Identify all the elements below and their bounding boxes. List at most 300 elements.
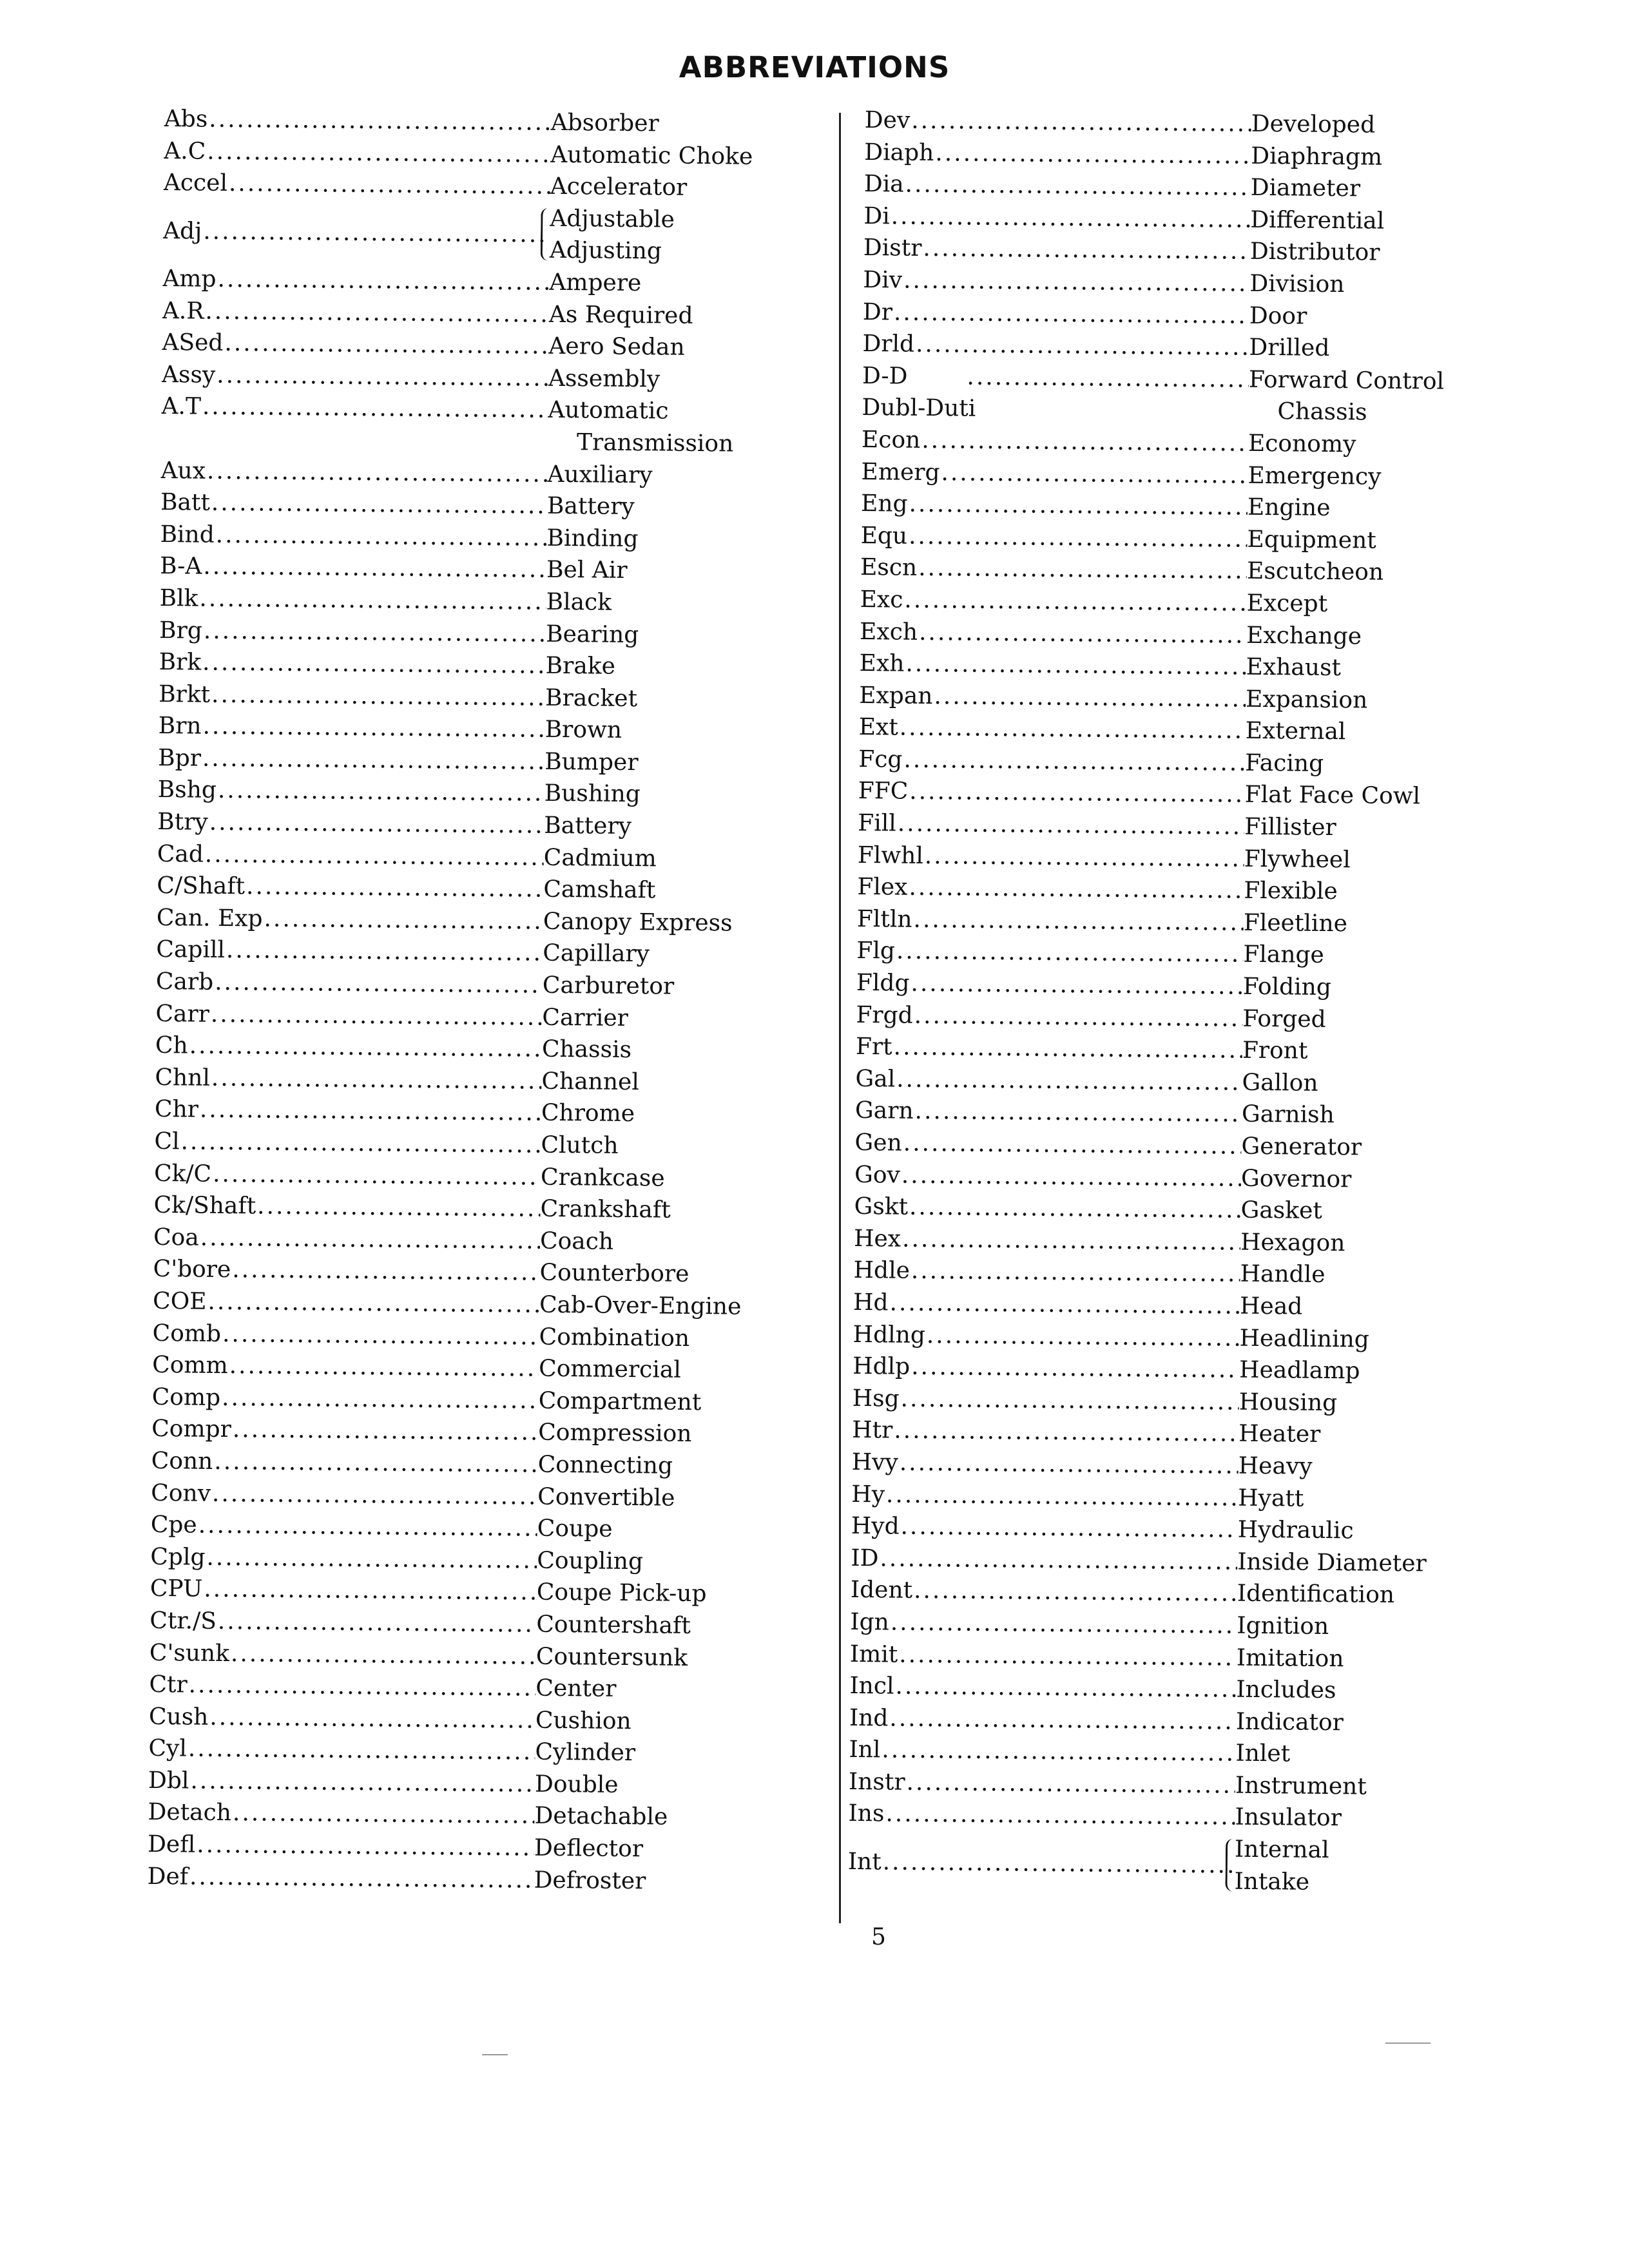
meaning-line: Automatic [548, 397, 669, 425]
abbreviation-text: Hd [853, 1289, 889, 1316]
abbreviation-meaning [1239, 1322, 1497, 1356]
abbreviation-text: Coa [153, 1224, 199, 1251]
abbreviation-term [150, 1541, 537, 1577]
dot-leader [222, 1382, 539, 1417]
abbreviation-meaning [1249, 268, 1507, 302]
dot-leader [911, 1255, 1240, 1290]
abbreviation-text: Emerg [861, 458, 940, 486]
abbreviation-text: Fltln [856, 905, 912, 933]
dot-leader [190, 1765, 535, 1800]
abbreviation-term [860, 615, 1246, 651]
dot-leader [909, 1191, 1241, 1227]
meaning-line: Capillary [543, 940, 650, 968]
abbreviation-term [849, 1766, 1235, 1802]
abbreviation-text: Brn [158, 713, 202, 740]
meaning-line: Emergency [1248, 462, 1382, 490]
abbreviation-term [158, 710, 545, 745]
abbreviation-term [860, 584, 1246, 619]
meaning-line: Bushing [544, 780, 641, 808]
abbreviation-text: Hy [851, 1481, 885, 1508]
abbreviation-meaning [546, 618, 804, 652]
abbreviation-text: Instr [848, 1768, 905, 1796]
abbreviation-term [155, 998, 542, 1033]
abbreviation-meaning [550, 139, 808, 173]
dot-leader [914, 999, 1242, 1034]
dot-leader [891, 1606, 1237, 1642]
abbreviation-meaning [1245, 747, 1503, 782]
meaning-line: Equipment [1247, 526, 1376, 554]
dot-leader [203, 215, 550, 251]
meaning-line: Brake [545, 652, 616, 680]
abbreviation-meaning [1240, 1195, 1498, 1229]
abbreviation-meaning [542, 1001, 800, 1035]
dot-leader [893, 1032, 1242, 1067]
abbreviation-term [160, 550, 546, 586]
abbreviation-meaning [1244, 779, 1502, 813]
abbreviation-meaning [1242, 1035, 1500, 1069]
meaning-line: Cylinder [535, 1738, 636, 1767]
meaning-line: Differential [1250, 206, 1385, 235]
abbreviation-text: Dia [863, 171, 904, 198]
abbreviation-term [161, 390, 548, 426]
abbreviation-meaning [534, 1832, 792, 1867]
abbreviation-term [157, 806, 544, 841]
abbreviation-meaning [1247, 523, 1505, 557]
abbreviation-text: Hdlng [853, 1321, 926, 1349]
meaning-line: Insulator [1235, 1804, 1342, 1832]
meaning-line: Countershaft [536, 1611, 691, 1639]
meaning-line: Developed [1251, 110, 1376, 139]
dot-leader [909, 776, 1245, 811]
dot-leader [921, 425, 1248, 459]
abbreviation-entry [147, 1861, 791, 1899]
abbreviation-meaning [536, 1640, 794, 1675]
dot-leader [202, 391, 548, 427]
dot-leader [896, 1063, 1242, 1099]
meaning-line: Engine [1247, 494, 1331, 522]
meaning-line: Coach [539, 1227, 614, 1255]
abbreviation-text: Diaph [864, 139, 934, 166]
abbreviation-term [863, 296, 1249, 332]
abbreviation-meaning [547, 458, 805, 492]
dot-leader [209, 807, 545, 842]
dot-leader [204, 615, 546, 650]
abbreviation-term [157, 870, 543, 905]
abbreviation-meaning [539, 1257, 797, 1291]
abbreviation-meaning [544, 778, 802, 812]
abbreviation-term [862, 424, 1248, 459]
meaning-line: Generator [1241, 1133, 1362, 1161]
meaning-line: Expansion [1245, 686, 1368, 714]
abbreviation-text: Conn [151, 1447, 213, 1475]
abbreviation-meaning [537, 1513, 795, 1547]
meaning-line: Instrument [1235, 1772, 1367, 1800]
meaning-line: Division [1249, 270, 1345, 298]
meaning-line: Binding [546, 524, 639, 552]
abbreviation-meaning [543, 874, 801, 908]
abbreviation-term [849, 1670, 1236, 1706]
abbreviation-meaning [1238, 1514, 1496, 1548]
abbreviation-meaning [1235, 1770, 1493, 1804]
dot-leader [899, 1639, 1237, 1674]
abbreviation-term [859, 648, 1246, 683]
abbreviation-meaning [550, 107, 808, 141]
dot-leader [217, 264, 549, 299]
abbreviation-meaning [544, 810, 802, 844]
dot-leader [233, 1798, 535, 1832]
abbreviation-text: Imit [849, 1640, 898, 1668]
abbreviation-text: Flex [857, 874, 908, 901]
abbreviation-term [148, 1765, 535, 1800]
abbreviation-text: Ind [849, 1704, 889, 1732]
abbreviation-meaning [548, 394, 806, 461]
dot-leader [882, 1735, 1236, 1770]
abbreviation-meaning [545, 682, 803, 716]
abbreviation-term [861, 488, 1248, 523]
meaning-line: Identification [1237, 1580, 1395, 1609]
abbreviation-text: Hvy [851, 1448, 899, 1476]
abbreviation-term [162, 295, 549, 331]
dot-leader [207, 135, 550, 171]
abbreviation-meaning [1242, 1099, 1499, 1133]
abbreviation-text: Fldg [856, 969, 910, 997]
abbreviation-meaning [1251, 172, 1509, 206]
dot-leader [927, 1320, 1240, 1354]
dot-leader [905, 169, 1251, 204]
abbreviation-text: Garn [854, 1097, 914, 1125]
abbreviation-text: Fill [858, 810, 897, 837]
abbreviation-term [151, 1477, 537, 1512]
abbreviation-meaning [545, 714, 802, 748]
abbreviation-term [852, 1446, 1239, 1482]
dot-leader [224, 327, 548, 362]
abbreviation-text: Carr [155, 1000, 210, 1028]
abbreviation-term [862, 328, 1249, 363]
abbreviation-text: Inl [849, 1736, 881, 1763]
meaning-line: Accelerator [550, 173, 688, 201]
dot-leader [898, 808, 1245, 843]
dot-leader [935, 137, 1251, 172]
abbreviation-term [153, 1222, 540, 1257]
dot-leader [923, 233, 1250, 267]
abbreviation-meaning [549, 267, 807, 301]
abbreviation-meaning [538, 1385, 796, 1419]
meaning-line: Diaphragm [1251, 142, 1383, 171]
abbreviation-meaning [1236, 1706, 1494, 1740]
abbreviation-meaning [1237, 1546, 1495, 1580]
abbreviation-term [151, 1381, 538, 1417]
dot-leader [903, 1128, 1242, 1163]
meaning-line: Canopy Express [543, 908, 733, 937]
abbreviation-term [849, 1702, 1236, 1738]
dot-leader [180, 1126, 541, 1161]
abbreviation-text: Cyl [148, 1735, 188, 1762]
dot-leader [211, 998, 543, 1033]
abbreviation-text: Ins [848, 1800, 885, 1827]
abbreviation-meaning [537, 1544, 795, 1579]
abbreviation-term [859, 680, 1246, 715]
abbreviation-term [854, 1159, 1241, 1195]
dot-leader [209, 104, 551, 139]
meaning-line: Carrier [542, 1004, 629, 1032]
meaning-line: Diameter [1250, 174, 1361, 202]
meaning-line: Auxiliary [547, 461, 653, 488]
abbreviation-text: Frt [855, 1033, 892, 1061]
abbreviation-meaning [1237, 1578, 1495, 1612]
dot-leader [900, 1511, 1238, 1546]
meaning-line: Coupling [537, 1547, 644, 1575]
abbreviation-text: Ext [858, 714, 898, 741]
meaning-line: Gallon [1242, 1069, 1318, 1097]
abbreviation-meaning [1250, 236, 1508, 270]
abbreviation-meaning [535, 1704, 793, 1738]
abbreviation-text: Cplg [150, 1543, 206, 1571]
abbreviation-meaning [540, 1193, 798, 1227]
abbreviation-term [856, 935, 1243, 970]
abbreviation-term [149, 1637, 536, 1672]
abbreviation-term [851, 1478, 1238, 1514]
dot-leader [233, 1414, 539, 1448]
dot-leader [200, 1222, 541, 1257]
abbreviation-text: Hdle [853, 1257, 911, 1285]
dot-leader [909, 872, 1244, 907]
dot-leader [914, 1575, 1237, 1610]
abbreviation-term [854, 1127, 1241, 1162]
meaning-line: Countersunk [535, 1643, 688, 1671]
abbreviation-text: Adj [162, 217, 202, 245]
dot-leader [211, 487, 548, 523]
dot-leader [885, 1798, 1235, 1834]
abbreviation-term [150, 1573, 537, 1608]
abbreviation-meaning [1239, 1450, 1496, 1485]
dot-leader [911, 105, 1251, 140]
abbreviation-meaning [550, 203, 808, 269]
abbreviation-term [850, 1638, 1237, 1673]
abbreviation-text: Dbl [148, 1767, 189, 1794]
abbreviation-text: D-D [862, 362, 908, 390]
dot-leader [911, 1351, 1239, 1386]
abbreviation-term [159, 614, 546, 649]
abbreviation-text: COE [152, 1287, 207, 1315]
abbreviation-text: Flg [856, 937, 896, 965]
abbreviation-text: Comb [152, 1320, 222, 1347]
abbreviation-entry [163, 199, 808, 269]
dot-leader [906, 1767, 1235, 1802]
abbreviation-meaning [1251, 108, 1509, 142]
dot-leader [198, 1510, 537, 1545]
meaning-line: Fillister [1244, 813, 1336, 841]
abbreviation-meaning [537, 1481, 795, 1515]
abbreviation-term [858, 840, 1244, 875]
abbreviation-term [158, 774, 545, 809]
dot-leader [264, 903, 543, 937]
abbreviation-meaning [1245, 715, 1503, 749]
dot-leader [903, 744, 1245, 780]
meaning-line: Defroster [534, 1867, 646, 1894]
dot-leader [896, 936, 1244, 971]
abbreviation-meaning [1250, 204, 1508, 238]
abbreviation-term [154, 1126, 541, 1161]
abbreviation-term [851, 1574, 1237, 1610]
abbreviation-text: Escn [860, 554, 918, 582]
dot-leader [925, 840, 1244, 875]
abbreviation-meaning [550, 171, 808, 205]
meaning-line: Channel [541, 1068, 640, 1095]
abbreviation-term [151, 1413, 538, 1448]
dot-leader [891, 200, 1250, 236]
abbreviation-meaning [1248, 363, 1507, 430]
abbreviation-term [157, 838, 544, 874]
abbreviation-meaning [1244, 811, 1502, 845]
meaning-line: Fleetline [1243, 909, 1348, 937]
abbreviation-meaning [1241, 1131, 1499, 1165]
abbreviation-entry [847, 1830, 1492, 1900]
meaning-line: Counterbore [539, 1260, 689, 1288]
meaning-line: Coupe [537, 1515, 613, 1542]
abbreviation-text: Gen [854, 1129, 902, 1157]
abbreviation-term [865, 104, 1251, 140]
dot-leader [211, 678, 545, 714]
meaning-line: Chrome [541, 1100, 635, 1128]
abbreviation-text: Exh [859, 650, 905, 677]
dot-leader [211, 1062, 542, 1098]
dot-leader [916, 329, 1249, 364]
abbreviation-text: Ch [155, 1032, 188, 1059]
abbreviation-text: Brkt [158, 680, 211, 708]
abbreviation-text: Def [147, 1863, 189, 1890]
abbreviation-list-right [847, 104, 1509, 1900]
abbreviation-text: Accel [163, 169, 228, 197]
abbreviation-meaning [547, 490, 805, 524]
abbreviation-term [860, 520, 1247, 555]
dot-leader [889, 1287, 1240, 1322]
abbreviation-term [853, 1287, 1240, 1322]
abbreviation-text: Chnl [155, 1064, 211, 1091]
abbreviation-term [856, 999, 1242, 1035]
abbreviation-text: Gskt [854, 1193, 909, 1220]
abbreviation-meaning [1249, 332, 1507, 366]
abbreviation-meaning [1238, 1482, 1496, 1516]
dot-leader [901, 1159, 1242, 1195]
abbreviation-text: Capill [156, 936, 226, 964]
abbreviation-meaning [1244, 907, 1501, 941]
meaning-line: Aero Sedan [548, 332, 685, 361]
meaning-line: Battery [544, 812, 632, 840]
abbreviation-meaning [542, 1033, 800, 1068]
abbreviation-meaning [1247, 555, 1505, 590]
meaning-line: Indicator [1235, 1708, 1344, 1736]
meaning-line: Heater [1239, 1421, 1321, 1448]
abbreviation-term [160, 486, 547, 522]
dot-leader [200, 1094, 541, 1129]
dot-leader [207, 455, 548, 490]
meaning-line: Garnish [1241, 1101, 1335, 1129]
meaning-line: Headlamp [1239, 1356, 1360, 1385]
dot-leader [913, 904, 1244, 939]
abbreviation-term [858, 807, 1244, 843]
dot-leader [202, 742, 545, 778]
abbreviation-text: Bpr [158, 744, 202, 772]
abbreviation-meaning [1244, 843, 1502, 877]
abbreviation-meaning [1241, 1162, 1499, 1196]
abbreviation-meaning [548, 331, 806, 365]
abbreviation-term [856, 1031, 1242, 1066]
dot-leader [222, 1318, 539, 1353]
meaning-line: Connecting [537, 1451, 673, 1479]
abbreviation-text: Fcg [858, 745, 903, 773]
abbreviation-entry [161, 390, 806, 461]
abbreviation-text: Ck/Shaft [153, 1192, 256, 1220]
meaning-line: Black [546, 588, 612, 616]
abbreviation-text: Chr [154, 1096, 199, 1123]
abbreviation-meaning [1246, 683, 1503, 717]
meaning-line: Transmission [576, 429, 734, 457]
abbreviation-meaning [1240, 1258, 1498, 1293]
curly-brace [1225, 1839, 1235, 1892]
abbreviation-term [851, 1510, 1238, 1546]
meaning-line: Cab-Over-Engine [539, 1291, 742, 1320]
meaning-line: Hexagon [1240, 1229, 1345, 1257]
dot-leader [212, 1477, 538, 1512]
abbreviation-meaning [1242, 1003, 1500, 1037]
abbreviation-meaning [1243, 971, 1501, 1005]
abbreviation-meaning [549, 298, 807, 332]
abbreviation-text: Flwhl [857, 841, 924, 869]
meaning-line: Commercial [538, 1355, 682, 1383]
scan-speck [482, 2054, 508, 2055]
dot-leader [257, 1191, 541, 1225]
dot-leader [909, 520, 1248, 555]
dot-leader [919, 616, 1247, 651]
abbreviation-term [858, 711, 1245, 747]
meaning-line: Deflector [534, 1834, 644, 1863]
dot-leader [934, 680, 1246, 715]
dot-leader [246, 871, 544, 906]
abbreviation-meaning [1236, 1674, 1494, 1708]
meaning-line: Front [1242, 1037, 1308, 1064]
meaning-line: Folding [1242, 973, 1332, 1001]
abbreviation-meaning [534, 1800, 792, 1834]
abbreviation-text: Econ [861, 426, 921, 454]
abbreviation-meaning [1240, 1226, 1498, 1260]
abbreviation-meaning [543, 906, 801, 940]
meaning-line: Cushion [535, 1707, 631, 1735]
abbreviation-meaning [536, 1609, 794, 1643]
abbreviation-text: Ident [850, 1577, 913, 1604]
abbreviation-meaning [1235, 1738, 1493, 1772]
meaning-line: Inlet [1235, 1740, 1291, 1767]
dot-leader [905, 648, 1246, 684]
abbreviation-term [158, 742, 545, 778]
meaning-line: Exhaust [1246, 653, 1342, 682]
abbreviation-meaning [1248, 428, 1506, 462]
abbreviation-term [153, 1285, 539, 1321]
dot-leader [199, 582, 546, 618]
meaning-line: Imitation [1236, 1644, 1344, 1672]
meaning-line: Ignition [1237, 1612, 1329, 1640]
abbreviation-meaning [1246, 619, 1504, 653]
abbreviation-text: A.C [164, 137, 206, 165]
abbreviation-term [162, 263, 549, 298]
abbreviation-text: Gov [854, 1161, 901, 1189]
abbreviation-text: Hex [853, 1225, 901, 1253]
meaning-line: As Required [548, 301, 693, 329]
dot-leader [189, 1030, 542, 1066]
abbreviation-term [854, 1223, 1240, 1258]
meaning-line: Except [1246, 590, 1328, 617]
abbreviation-text: Int [847, 1848, 882, 1876]
dot-leader [229, 1350, 539, 1385]
